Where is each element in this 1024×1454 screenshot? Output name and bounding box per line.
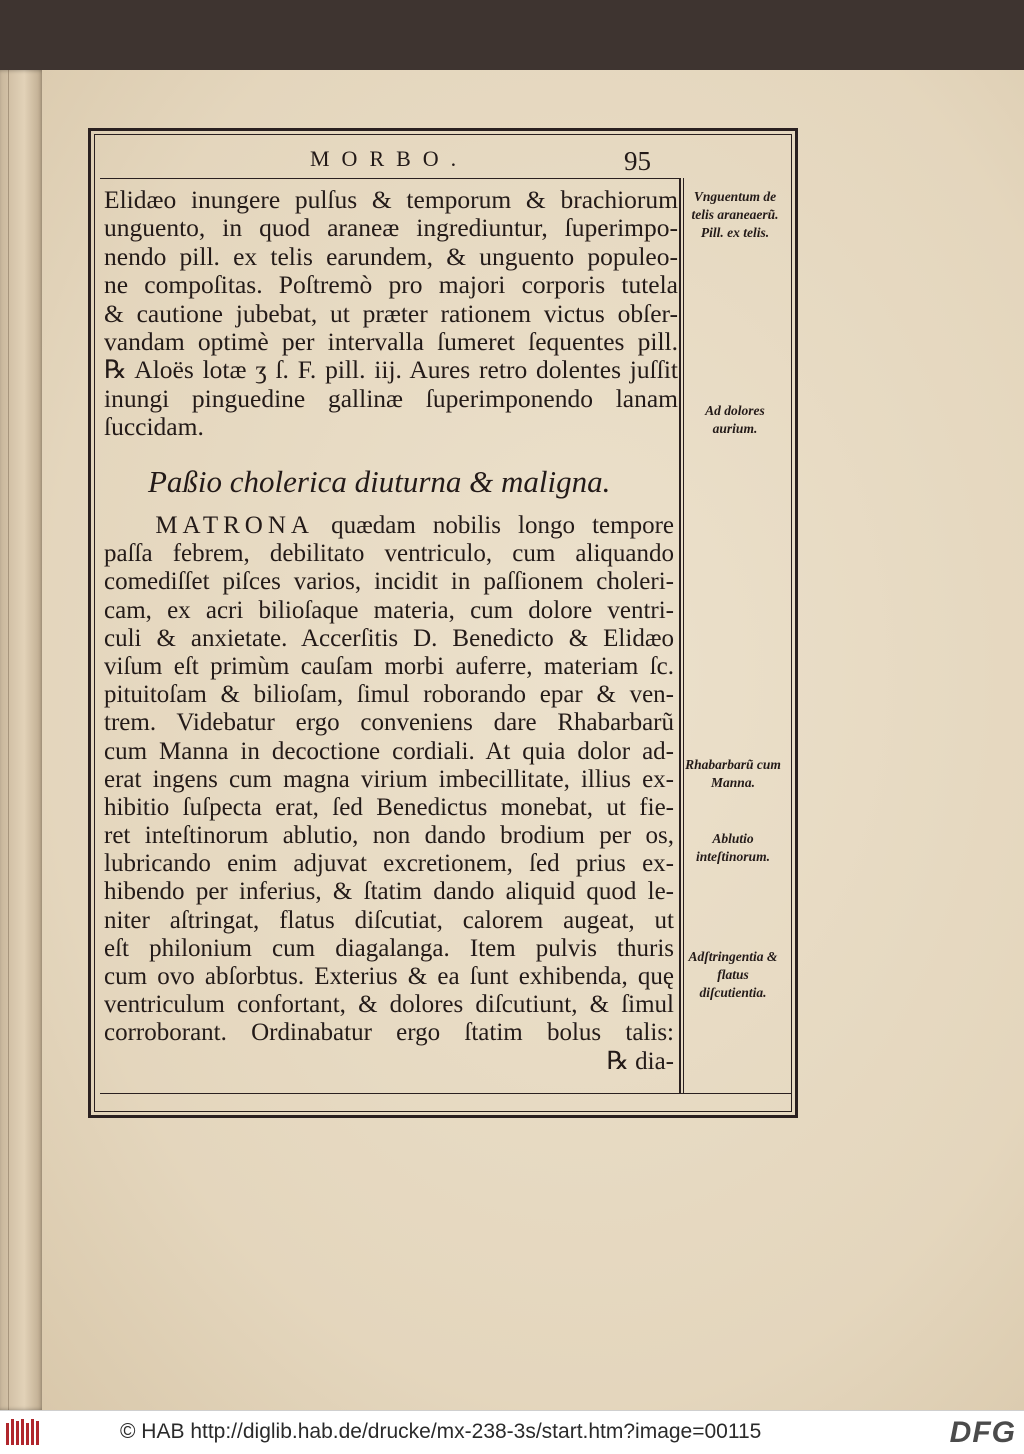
text-line: hibendo per inferius, & ſtatim dando aliquid quod le- <box>104 878 674 906</box>
text-line: viſum eſt primùm cauſam morbi auferre, materiam ſc. <box>104 652 674 680</box>
running-head: MORBO. <box>310 146 469 171</box>
text-line: cum Manna in decoctione cordiali. At quia dolor ad- <box>104 737 674 765</box>
hab-logo-icon <box>6 1419 42 1445</box>
text-line: erat ingens cum magna virium imbecillitate, illius ex- <box>104 765 674 793</box>
text-line: corroborant. Ordinabatur ergo ſtatim bolus talis: <box>104 1019 674 1047</box>
catchword: ℞ dia- <box>606 1047 674 1075</box>
header-rule <box>100 178 680 179</box>
viewer-footer <box>0 1410 1024 1454</box>
section-text-block <box>104 512 674 1076</box>
text-line: ret inteſtinorum ablutio, non dando brodium per os, <box>104 822 674 850</box>
margin-note: Vnguentum de telis araneaerũ. Pill. ex telis. <box>691 189 779 240</box>
section-opening-word: MATRONA <box>155 512 314 539</box>
text-line: Elidæo inungere pulſus & temporum & brachiorum <box>104 186 678 214</box>
text-line: eſt philonium cum diagalanga. Item pulvis thuris <box>104 934 674 962</box>
text-line: ℞ Aloës lotæ ʒ ſ. F. pill. iij. Aures retro dolentes juſſit <box>104 356 678 385</box>
page-number: 95 <box>624 146 651 176</box>
footer-rule <box>100 1093 792 1094</box>
text-line-rest: quædam nobilis longo tempore <box>331 512 674 539</box>
text-line: unguento, in quod araneæ ingrediuntur, ſuperimpo- <box>104 214 678 243</box>
text-line: cum ovo abſorbtus. Exterius & ea ſunt exhibenda, quę <box>104 963 674 990</box>
margin-note: Adſtringentia & flatus diſcutientia. <box>688 949 778 1000</box>
margin-note: Rhabarbarũ cum Manna. <box>685 757 781 790</box>
footer-attribution-link[interactable]: © HAB http://diglib.hab.de/drucke/mx-238-3s/start.htm?image=00115 <box>120 1420 762 1443</box>
body-text-block <box>104 186 678 442</box>
text-line: paſſa febrem, debilitato ventriculo, cum aliquando <box>104 540 674 568</box>
previous-page-edge <box>0 70 44 1410</box>
text-line: cam, ex acri bilioſaque materia, cum dolore ventri- <box>104 596 674 624</box>
text-line: vandam optimè per intervalla ſumeret ſequentes pill. <box>104 327 678 356</box>
dfg-logo: DFG <box>949 1416 1016 1449</box>
text-line: ne compoſitas. Poſtremò pro majori corporis tutela <box>104 271 678 300</box>
margin-note: Ad dolores aurium. <box>705 403 765 436</box>
section-title: Paßio cholerica diuturna & maligna. <box>148 464 611 499</box>
text-line: niter aſtringat, flatus diſcutiat, calorem augeat, ut <box>104 906 674 934</box>
text-line: & cautione jubebat, ut præter rationem victus obſer- <box>104 299 678 328</box>
text-line-first <box>104 512 674 540</box>
page-edge-line <box>8 70 9 1410</box>
text-line: lubricando enim adjuvat excretionem, ſed prius ex- <box>104 850 674 878</box>
text-line: hibitio ſuſpecta erat, ſed Benedictus monebat, ut fie- <box>104 793 674 821</box>
text-line: trem. Videbatur ergo conveniens dare Rhabarbarũ <box>104 709 674 737</box>
text-line: inungi pinguedine gallinæ ſuperimponendo lanam <box>104 384 678 413</box>
margin-column-rule <box>679 178 681 1093</box>
text-line: pituitoſam & bilioſam, ſimul roborando epar & ven- <box>104 681 674 709</box>
text-line: ſuccidam. <box>104 413 204 442</box>
text-line: nendo pill. ex telis earundem, & unguento populeo- <box>104 242 678 271</box>
text-line: culi & anxietate. Accerſitis D. Benedicto & Elidæo <box>104 624 674 652</box>
text-line: ventriculum confortant, & dolores diſcutiunt, & ſimul <box>104 991 674 1019</box>
text-line: comediſſet piſces varios, incidit in paſſionem choleri- <box>104 568 674 596</box>
margin-note: Ablutio inteſtinorum. <box>696 831 770 864</box>
